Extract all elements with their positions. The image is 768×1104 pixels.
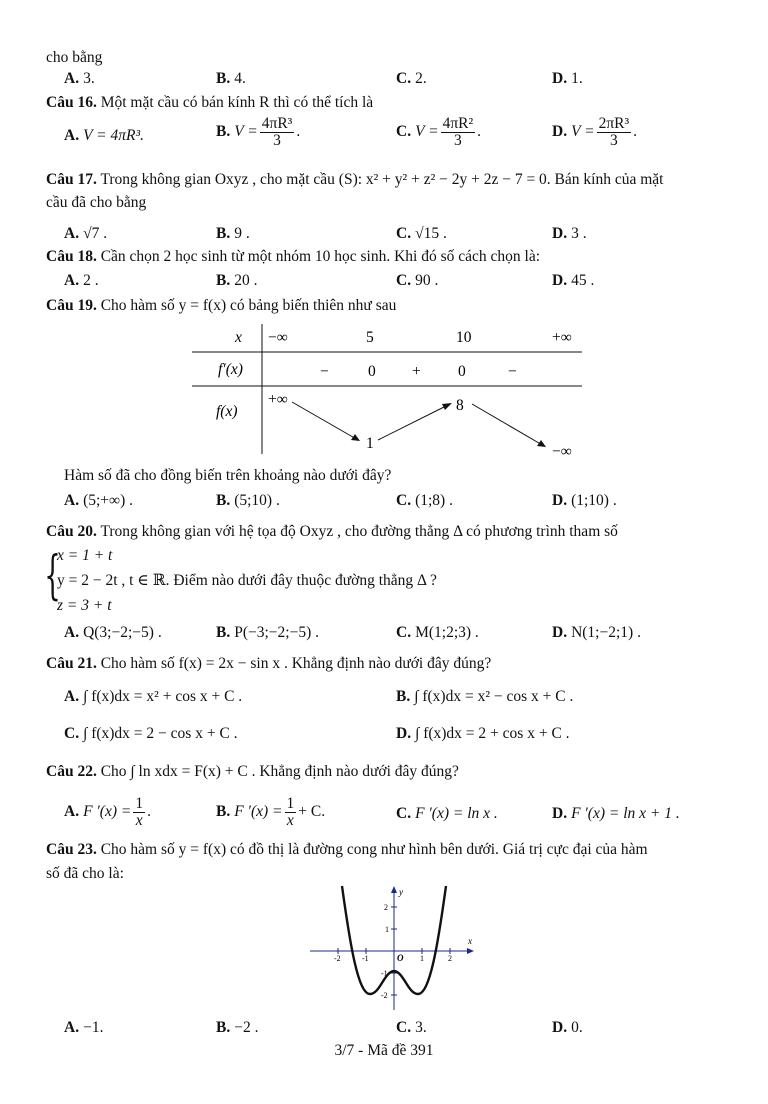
question-text: Cho hàm số y = f(x) có đồ thị là đường cong như hình bên dưới. Giá trị cực đại của hàm <box>100 841 648 858</box>
question-number: Câu 18. <box>46 248 97 265</box>
option-label: D. <box>552 1019 568 1036</box>
option-label: B. <box>216 123 231 141</box>
y-tick-label: -2 <box>381 991 388 1000</box>
option-text: V = 4πR³. <box>83 127 144 144</box>
option-d <box>552 623 641 643</box>
question-23 <box>46 840 648 860</box>
option-label: D. <box>552 225 568 242</box>
option-b <box>216 69 246 89</box>
denominator: x <box>286 812 294 829</box>
option-label: A. <box>64 624 80 641</box>
option-text: M(1;2;3) . <box>415 624 479 641</box>
option-text-post: . <box>147 803 151 821</box>
origin-label: O <box>397 953 404 963</box>
option-c <box>396 69 427 89</box>
option-text: 9 . <box>234 225 250 242</box>
numerator: 1 <box>135 795 144 812</box>
option-label: A. <box>64 492 80 509</box>
option-text: (1;8) . <box>415 492 453 509</box>
option-label: B. <box>216 803 231 821</box>
question-text: Cho hàm số y = f(x) có bảng biến thiên như sau <box>100 297 397 314</box>
question-text: Trong không gian với hệ tọa độ Oxyz , cho đường thẳng Δ có phương trình tham số <box>100 523 618 540</box>
option-label: C. <box>396 492 412 509</box>
option-label: C. <box>396 624 412 641</box>
question-number: Câu 21. <box>46 655 97 672</box>
sign: 0 <box>368 363 376 380</box>
option-label: A. <box>64 70 80 87</box>
option-text: 45 . <box>571 272 595 289</box>
option-label: D. <box>396 725 412 742</box>
fraction <box>441 116 476 149</box>
fraction <box>133 796 145 829</box>
x-axis-arrow <box>467 948 474 954</box>
f-value: +∞ <box>268 391 288 408</box>
option-text-post: + C. <box>298 803 326 821</box>
numerator: 1 <box>286 795 295 812</box>
option-c <box>396 1018 427 1038</box>
denominator: 3 <box>610 132 618 149</box>
option-text: −1. <box>83 1019 104 1036</box>
arrow-head <box>351 434 360 441</box>
f-label: f(x) <box>216 403 238 420</box>
option-text: 2. <box>415 70 427 87</box>
option-text: (1;10) . <box>571 492 617 509</box>
option-label: D. <box>552 70 568 87</box>
system-brace: { <box>44 546 61 606</box>
option-text: ∫ f(x)dx = 2 + cos x + C . <box>415 725 570 742</box>
f-value: 8 <box>456 397 464 414</box>
option-label: C. <box>64 725 80 742</box>
option-b <box>216 623 319 643</box>
option-d <box>552 224 587 244</box>
function-graph <box>308 884 476 1014</box>
option-b <box>216 1018 258 1038</box>
question-17 <box>46 170 663 190</box>
question-ask: Hàm số đã cho đồng biến trên khoảng nào dưới đây? <box>64 467 392 484</box>
sign: + <box>412 363 421 380</box>
f-value: −∞ <box>552 443 572 460</box>
option-label: A. <box>64 127 80 144</box>
option-text: 3. <box>415 1019 427 1036</box>
option-text: F ′(x) = ln x . <box>415 805 498 822</box>
option-a <box>64 224 107 244</box>
option-text: 20 . <box>234 272 258 289</box>
option-label: B. <box>216 225 231 242</box>
option-c <box>396 271 438 291</box>
y-tick-label: -1 <box>381 969 388 978</box>
question-22 <box>46 762 459 782</box>
option-a <box>64 271 99 291</box>
option-label: A. <box>64 225 80 242</box>
equation-z: z = 3 + t <box>57 597 112 614</box>
option-label: A. <box>64 803 80 821</box>
question-19 <box>46 296 396 316</box>
option-a <box>64 491 133 511</box>
option-c: C. V = $\frac{\text{4πR²}}{3}$ . <box>396 115 482 149</box>
denominator: 3 <box>273 132 281 149</box>
option-c <box>396 623 479 643</box>
x-value: −∞ <box>268 329 288 346</box>
option-text: 3. <box>83 70 95 87</box>
option-c <box>64 724 238 744</box>
option-text: F ′(x) = <box>83 803 132 821</box>
option-text: 4. <box>234 70 246 87</box>
sign: 0 <box>458 363 466 380</box>
arrow-up <box>378 404 450 440</box>
option-text: 90 . <box>415 272 439 289</box>
option-a <box>64 623 162 643</box>
option-text: 3 . <box>571 225 587 242</box>
option-c <box>396 224 447 244</box>
option-label: B. <box>216 70 231 87</box>
option-text: V = <box>234 123 258 141</box>
question-number: Câu 23. <box>46 841 97 858</box>
option-text: F ′(x) = ln x + 1 . <box>571 805 680 822</box>
continuation-text: cho bằng <box>46 49 103 66</box>
option-text: Q(3;−2;−5) . <box>83 624 162 641</box>
option-text: ∫ f(x)dx = x² + cos x + C . <box>83 688 243 705</box>
page-footer: 3/7 - Mã đề 391 <box>334 1042 434 1059</box>
option-text: F ′(x) = <box>234 803 283 821</box>
equation-y: y = 2 − 2t , t ∈ ℝ. Điểm nào dưới đây thuộc đường thẳng Δ ? <box>57 572 437 589</box>
option-label: C. <box>396 70 412 87</box>
option-text: V = <box>415 123 439 141</box>
option-d <box>552 69 583 89</box>
option-text: P(−3;−2;−5) . <box>234 624 319 641</box>
option-b: B. V = $\frac{\text{4πR³}}{3}$ . <box>216 115 301 149</box>
fraction <box>597 116 632 149</box>
numerator: 2πR³ <box>598 115 630 132</box>
option-a <box>64 796 151 829</box>
question-21 <box>46 654 491 674</box>
option-label: C. <box>396 1019 412 1036</box>
equation-x: x = 1 + t <box>57 547 113 564</box>
option-a <box>64 69 95 89</box>
option-label: C. <box>396 123 412 141</box>
variation-table <box>190 322 590 460</box>
arrow-down <box>472 404 544 446</box>
question-text: Một mặt cầu có bán kính R thì có thể tích là <box>100 94 374 111</box>
option-a <box>64 687 242 707</box>
option-label: D. <box>552 272 568 289</box>
y-tick-label: 1 <box>385 925 389 934</box>
fraction <box>285 796 297 829</box>
option-text: √15 . <box>415 225 447 242</box>
x-tick-label: 2 <box>448 954 452 963</box>
question-number: Câu 17. <box>46 171 97 188</box>
question-text: Cho ∫ ln xdx = F(x) + C . Khẳng định nào dưới đây đúng? <box>100 763 459 780</box>
option-text: −2 . <box>234 1019 259 1036</box>
question-number: Câu 20. <box>46 523 97 540</box>
question-text-cont: số đã cho là: <box>46 865 124 882</box>
option-text: V = <box>571 123 595 141</box>
y-axis-arrow <box>391 886 397 893</box>
option-label: C. <box>396 272 412 289</box>
option-text: 2 . <box>83 272 99 289</box>
fprime-label: f′(x) <box>218 361 243 378</box>
y-tick-label: 2 <box>384 903 388 912</box>
question-16 <box>46 93 373 113</box>
sign: − <box>508 363 517 380</box>
sign: − <box>320 363 329 380</box>
option-b <box>216 224 250 244</box>
option-label: D. <box>552 805 568 822</box>
arrow-head <box>537 440 546 447</box>
option-label: B. <box>216 1019 231 1036</box>
option-label: A. <box>64 1019 80 1036</box>
option-c <box>396 491 453 511</box>
option-a <box>64 1018 103 1038</box>
x-tick-label: -1 <box>362 954 369 963</box>
option-text: ∫ f(x)dx = 2 − cos x + C . <box>83 725 238 742</box>
denominator: x <box>135 812 143 829</box>
arrow-head <box>442 403 452 410</box>
option-text: N(1;−2;1) . <box>571 624 641 641</box>
option-b <box>216 491 280 511</box>
option-d <box>552 271 594 291</box>
option-label: D. <box>552 123 568 141</box>
x-axis-label: x <box>468 936 472 946</box>
x-value: 10 <box>456 329 472 346</box>
option-text: 1. <box>571 70 583 87</box>
option-d <box>396 724 570 744</box>
option-c <box>396 804 498 824</box>
option-label: D. <box>552 624 568 641</box>
arrow-down <box>292 402 358 440</box>
x-tick-label: -2 <box>334 954 341 963</box>
option-text: ∫ f(x)dx = x² − cos x + C . <box>414 688 574 705</box>
question-text: Cần chọn 2 học sinh từ một nhóm 10 học sinh. Khi đó số cách chọn là: <box>100 248 541 265</box>
option-text: (5;+∞) . <box>83 492 133 509</box>
option-label: C. <box>396 805 412 822</box>
f-value: 1 <box>366 435 374 452</box>
option-d <box>552 491 617 511</box>
option-label: B. <box>216 492 231 509</box>
option-text: 0. <box>571 1019 583 1036</box>
option-a <box>64 126 144 146</box>
x-tick-label: 1 <box>420 954 424 963</box>
question-text-cont: cầu đã cho bằng <box>46 194 147 211</box>
question-20 <box>46 522 618 542</box>
question-text: Trong không gian Oxyz , cho mặt cầu (S): x² + y² + z² − 2y + 2z − 7 = 0. Bán kính của mặt <box>100 171 664 188</box>
option-label: B. <box>216 272 231 289</box>
question-number: Câu 16. <box>46 94 97 111</box>
fraction <box>260 116 295 149</box>
option-d: D. V = $\frac{\text{2πR³}}{3}$ . <box>552 115 638 149</box>
option-b <box>216 796 325 829</box>
option-label: A. <box>64 688 80 705</box>
x-label: x <box>235 329 242 346</box>
option-d <box>552 804 680 824</box>
option-label: D. <box>552 492 568 509</box>
numerator: 4πR² <box>442 115 474 132</box>
x-value: +∞ <box>552 329 572 346</box>
question-text: Cho hàm số f(x) = 2x − sin x . Khẳng định nào dưới đây đúng? <box>100 655 492 672</box>
option-text: (5;10) . <box>234 492 280 509</box>
option-b <box>396 687 573 707</box>
option-label: B. <box>396 688 411 705</box>
option-b <box>216 271 257 291</box>
question-18 <box>46 247 540 267</box>
option-d <box>552 1018 583 1038</box>
x-value: 5 <box>366 329 374 346</box>
denominator: 3 <box>454 132 462 149</box>
numerator: 4πR³ <box>261 115 293 132</box>
question-number: Câu 19. <box>46 297 97 314</box>
question-number: Câu 22. <box>46 763 97 780</box>
option-label: B. <box>216 624 231 641</box>
option-label: A. <box>64 272 80 289</box>
y-axis-label: y <box>399 887 403 897</box>
option-text: √7 . <box>83 225 108 242</box>
option-label: C. <box>396 225 412 242</box>
